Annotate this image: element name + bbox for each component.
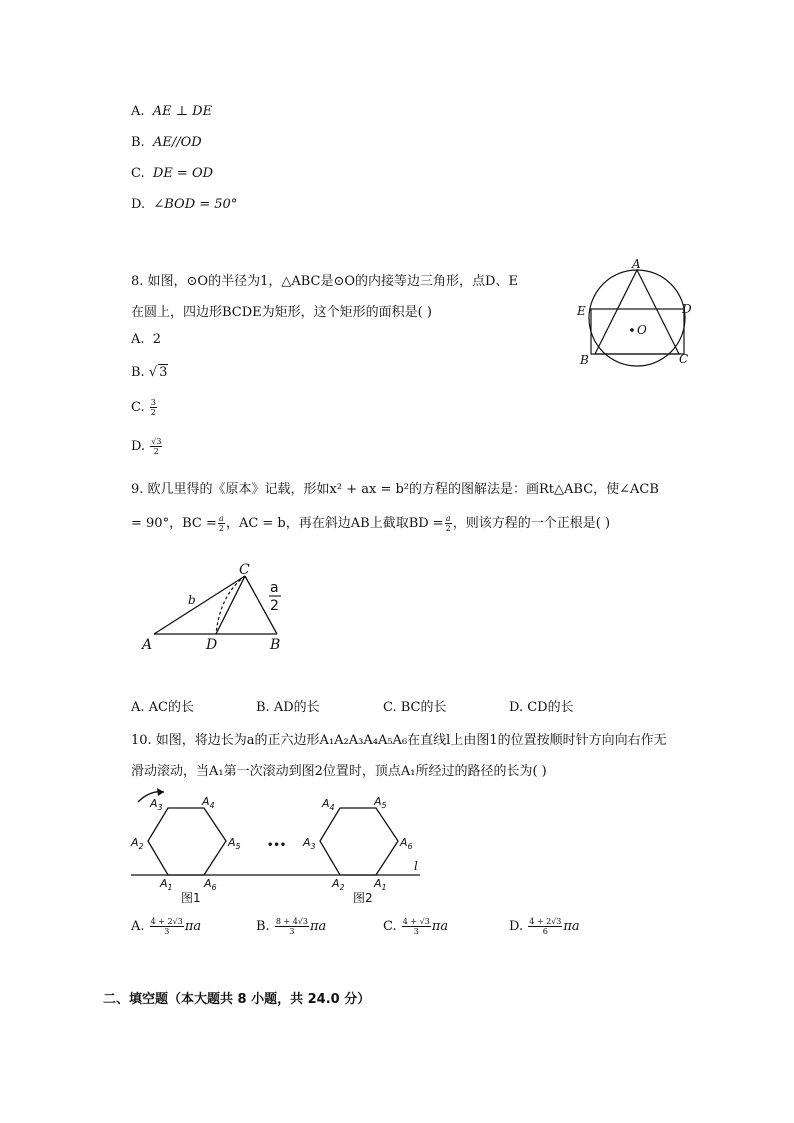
q10-h2-a2: $A_2$ (332, 877, 345, 892)
q10-option-d-fraction: $\frac{4 + 2√3}{6}$ (529, 917, 562, 936)
q8-circle (589, 270, 685, 366)
q8-figure (570, 257, 700, 375)
q10-figure (128, 782, 428, 907)
q7-option-d: D. ∠BOD = 50° (131, 197, 238, 212)
q10-caption-fig2: 图2 (353, 891, 373, 905)
q9-label-a: A (142, 637, 153, 653)
q9-option-c: C. BC的长 (383, 700, 447, 715)
q9-stem-line2: = 90°，BC = $\frac{a}{2}$ ，AC = b，再在斜边AB上截取BD = $\frac{a}{2}$ ，则该方程的一个正根是( ) (131, 514, 611, 533)
q10-h2-a1: $A_1$ (374, 877, 387, 892)
q10-h1-a4: $A_4$ (202, 795, 215, 810)
q9-label-d: D (206, 637, 218, 653)
q10-option-c: C. $\frac{4 + √3}{3}$ πa (383, 917, 449, 936)
q7-option-b-text: AE//OD (152, 135, 202, 150)
q10-option-a: A. $\frac{4 + 2√3}{3}$ πa (131, 917, 202, 936)
q8-option-c: C. $\frac{3}{2}$ (131, 398, 156, 417)
q9-figure (140, 560, 300, 655)
q10-ellipsis: ••• (267, 840, 287, 851)
q8-label-c: C (679, 352, 689, 366)
q8-center-point (630, 328, 634, 332)
q10-h2-a3: $A_3$ (303, 836, 316, 851)
q8-stem-line2: 在圆上，四边形BCDE为矩形，这个矩形的面积是( ) (131, 305, 432, 320)
q7-option-b: B. AE//OD (131, 135, 202, 150)
q7-option-d-text: ∠BOD = 50° (153, 197, 238, 212)
q10-h2-a4: $A_4$ (322, 797, 335, 812)
q7-option-a: A. AE ⊥ DE (131, 104, 213, 119)
q10-h2-a6: $A_6$ (400, 836, 413, 851)
q10-stem-line2: 滑动滚动，当A₁第一次滚动到图2位置时，顶点A₁所经过的路径的长为( ) (131, 764, 547, 779)
q9-label-two: 2 (270, 598, 279, 614)
q10-hexagon-1 (148, 808, 226, 875)
q10-h1-a5: $A_5$ (228, 836, 241, 851)
q8-option-d-fraction: $\frac{√3}{2}$ (151, 437, 162, 456)
q10-option-b-fraction: $\frac{8 + 4√3}{3}$ (275, 917, 308, 936)
q9-label-a-num: a (270, 580, 279, 596)
q10-h1-a2: $A_2$ (131, 836, 144, 851)
q7-option-c-text: DE = OD (152, 166, 214, 181)
q8-label-a: A (632, 257, 641, 271)
q10-hexagon-2 (320, 808, 398, 875)
q9-stem-line1: 9. 欧几里得的《原本》记载，形如x² + ax = b²的方程的图解法是：画Rt△ABC，使∠ACB (131, 482, 659, 497)
q10-h1-a6: $A_6$ (204, 877, 217, 892)
q9-option-d: D. CD的长 (509, 700, 574, 715)
q9-option-b: B. AD的长 (256, 700, 320, 715)
q10-h1-a3: $A_3$ (150, 797, 163, 812)
q10-option-c-fraction: $\frac{4 + √3}{3}$ (402, 917, 430, 936)
q8-label-o: O (637, 323, 647, 337)
q10-option-a-fraction: $\frac{4 + 2√3}{3}$ (150, 917, 183, 936)
q8-triangle (595, 270, 679, 354)
q9-label-c: C (239, 562, 250, 578)
q9-label-b: B (270, 637, 281, 653)
q8-option-c-fraction: $\frac{3}{2}$ (150, 398, 156, 417)
q10-option-d: D. $\frac{4 + 2√3}{6}$ πa (509, 917, 580, 936)
q7-option-a-text: AE ⊥ DE (152, 104, 213, 119)
q9-side-ac (154, 576, 245, 634)
q10-h1-a1: $A_1$ (160, 877, 173, 892)
q10-option-b: B. $\frac{8 + 4√3}{3}$ πa (256, 917, 327, 936)
q9-option-a: A. AC的长 (131, 700, 195, 715)
q9-frac-bc: $\frac{a}{2}$ (218, 514, 224, 533)
q10-label-l: l (414, 859, 418, 873)
q8-option-a: A. 2 (131, 332, 162, 347)
q9-label-b-side: b (188, 593, 196, 607)
q10-arrow-head (157, 788, 164, 796)
section-2-heading: 二、填空题（本大题共 8 小题，共 24.0 分） (103, 992, 371, 1007)
q8-stem-line1: 8. 如图，⊙O的半径为1，△ABC是⊙O的内接等边三角形，点D、E (131, 274, 518, 289)
q8-label-e: E (577, 304, 586, 318)
q10-stem-line1: 10. 如图，将边长为a的正六边形A₁A₂A₃A₄A₅A₆在直线l上由图1的位置按顺时针方向向右作无 (131, 733, 667, 748)
q7-option-c: C. DE = OD (131, 166, 214, 181)
q8-option-b: B. √ 3 (131, 365, 168, 380)
q8-option-d: D. $\frac{√3}{2}$ (131, 437, 162, 456)
q10-caption-fig1: 图1 (181, 891, 201, 905)
q9-frac-bd: $\frac{a}{2}$ (445, 514, 451, 533)
q8-label-b: B (580, 353, 589, 367)
q10-h2-a5: $A_5$ (374, 795, 387, 810)
q8-label-d: D (682, 302, 692, 316)
